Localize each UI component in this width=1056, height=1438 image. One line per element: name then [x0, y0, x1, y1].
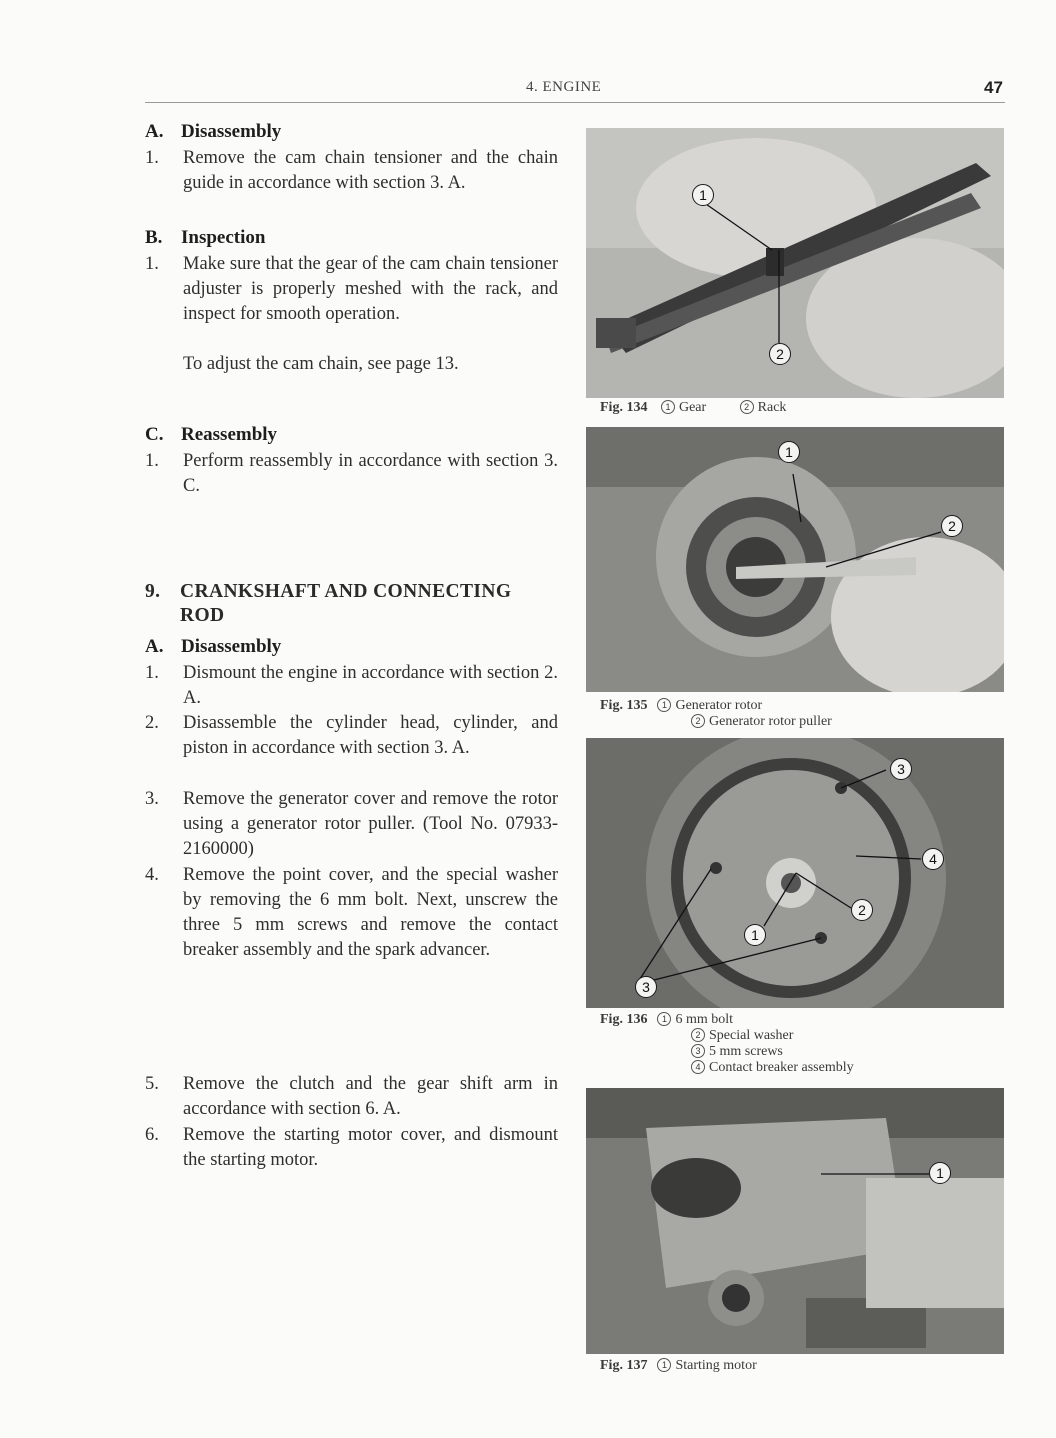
callout-3: 3	[890, 758, 912, 780]
contact-breaker-photo-image	[586, 738, 1004, 1008]
callout-2: 2	[941, 515, 963, 537]
figure-136-caption: Fig. 136 1 6 mm bolt 2 Special washer 3 5 mm screws 4 Contact breaker assembly	[600, 1012, 854, 1075]
heading-c-reassembly: C. Reassembly	[145, 424, 278, 445]
callout-4: 4	[922, 848, 944, 870]
callout-1: 1	[744, 924, 766, 946]
rotor-puller-photo-image	[586, 427, 1004, 692]
figure-134-photo	[586, 128, 1004, 398]
tensioner-photo-image	[586, 128, 1004, 398]
page-number: 47	[984, 78, 1003, 97]
section-title: 4. ENGINE	[526, 79, 602, 95]
inspection-note: To adjust the cam chain, see page 13.	[183, 354, 459, 374]
figure-135-caption: Fig. 135 1 Generator rotor 2 Generator rotor puller	[600, 698, 832, 729]
callout-2: 2	[851, 899, 873, 921]
callout-1: 1	[929, 1162, 951, 1184]
callout-1: 1	[778, 441, 800, 463]
starting-motor-photo-image	[586, 1088, 1004, 1354]
heading-b-inspection: B. Inspection	[145, 227, 266, 248]
figure-135-photo	[586, 427, 1004, 692]
heading-9a-disassembly: A. Disassembly	[145, 636, 282, 657]
figure-137-caption: Fig. 137 1 Starting motor	[600, 1358, 757, 1373]
figure-136-photo	[586, 738, 1004, 1008]
callout-3: 3	[635, 976, 657, 998]
heading-a-disassembly: A. Disassembly	[145, 121, 282, 142]
callout-2: 2	[769, 343, 791, 365]
header-rule	[145, 102, 1005, 103]
callout-1: 1	[692, 184, 714, 206]
figure-134-caption: Fig. 134 1 Gear 2 Rack	[600, 400, 787, 415]
figure-137-photo	[586, 1088, 1004, 1354]
